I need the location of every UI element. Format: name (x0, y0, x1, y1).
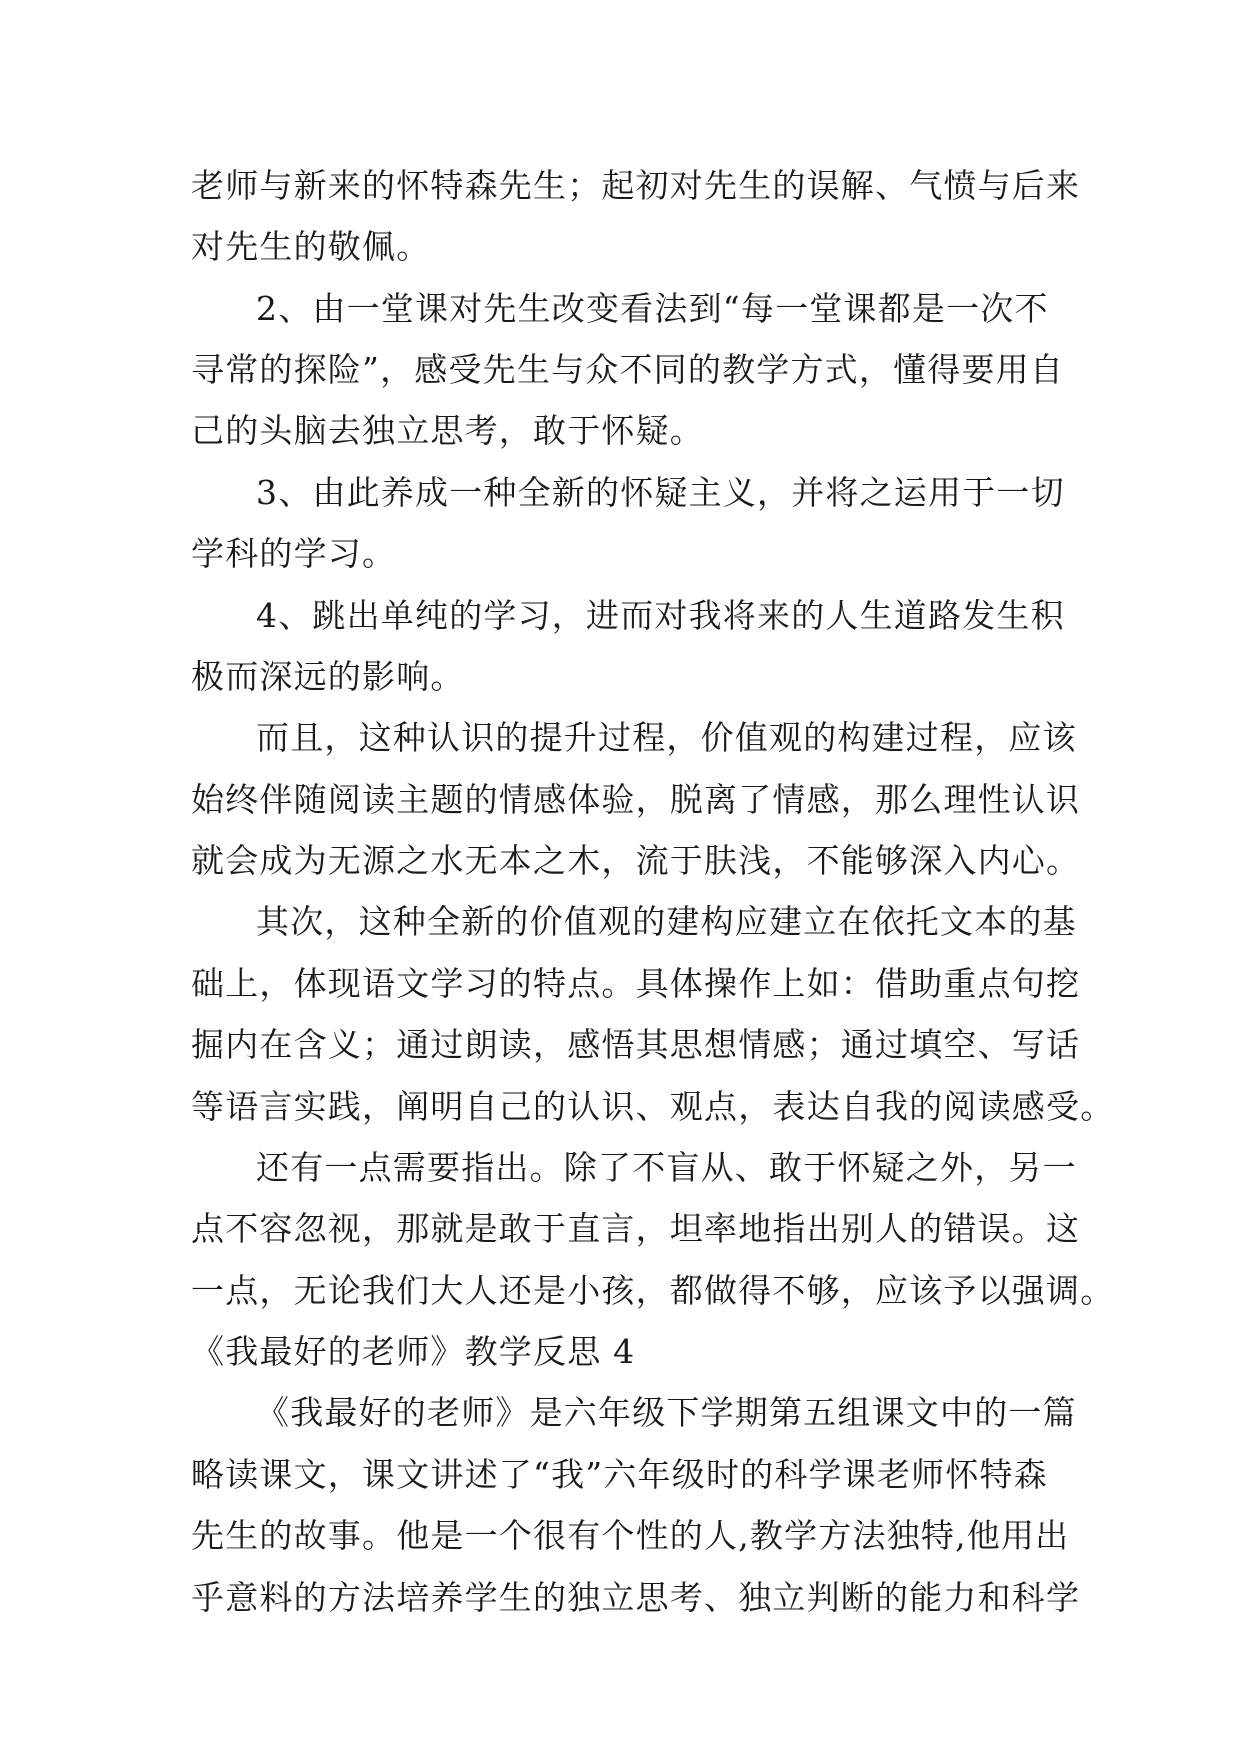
text-line: 乎意料的方法培养学生的独立思考、独立判断的能力和科学 (191, 1578, 1081, 1617)
text-line: 学科的学习。 (191, 534, 397, 573)
text-line: 先生的故事。他是一个很有个性的人,教学方法独特,他用出 (191, 1516, 1070, 1555)
text-line: 己的头脑去独立思考，敢于怀疑。 (191, 411, 704, 450)
text-line: 础上，体现语文学习的特点。具体操作上如：借助重点句挖 (191, 964, 1081, 1003)
paragraph-start-line: 《我最好的老师》是六年级下学期第五组课文中的一篇 (256, 1393, 1077, 1432)
text-line: 始终伴随阅读主题的情感体验，脱离了情感，那么理性认识 (191, 780, 1081, 819)
section-heading: 《我最好的老师》教学反思 4 (191, 1332, 636, 1371)
text-line: 掘内在含义；通过朗读，感悟其思想情感；通过填空、写话 (191, 1025, 1081, 1064)
text-line: 极而深远的影响。 (191, 657, 465, 696)
paragraph-start-line: 3、由此养成一种全新的怀疑主义，并将之运用于一切 (256, 473, 1065, 512)
text-line: 点不容忽视，那就是敢于直言，坦率地指出别人的错误。这 (191, 1209, 1081, 1248)
text-line: 略读课文，课文讲述了“我”六年级时的科学课老师怀特森 (191, 1455, 1048, 1494)
text-line: 老师与新来的怀特森先生；起初对先生的误解、气愤与后来 (191, 166, 1081, 205)
text-line: 一点，无论我们大人还是小孩，都做得不够，应该予以强调。 (191, 1271, 1115, 1310)
text-line: 等语言实践，阐明自己的认识、观点，表达自我的阅读感受。 (191, 1087, 1115, 1126)
text-line: 就会成为无源之水无本之木，流于肤浅，不能够深入内心。 (191, 841, 1081, 880)
text-line: 寻常的探险”，感受先生与众不同的教学方式，懂得要用自 (191, 350, 1065, 389)
paragraph-start-line: 而且，这种认识的提升过程，价值观的构建过程，应该 (256, 718, 1077, 757)
paragraph-start-line: 2、由一堂课对先生改变看法到“每一堂课都是一次不 (256, 289, 1049, 328)
text-line: 对先生的敬佩。 (191, 227, 431, 266)
paragraph-start-line: 4、跳出单纯的学习，进而对我将来的人生道路发生积 (256, 596, 1065, 635)
paragraph-start-line: 其次，这种全新的价值观的建构应建立在依托文本的基 (256, 902, 1077, 941)
paragraph-start-line: 还有一点需要指出。除了不盲从、敢于怀疑之外，另一 (256, 1148, 1077, 1187)
